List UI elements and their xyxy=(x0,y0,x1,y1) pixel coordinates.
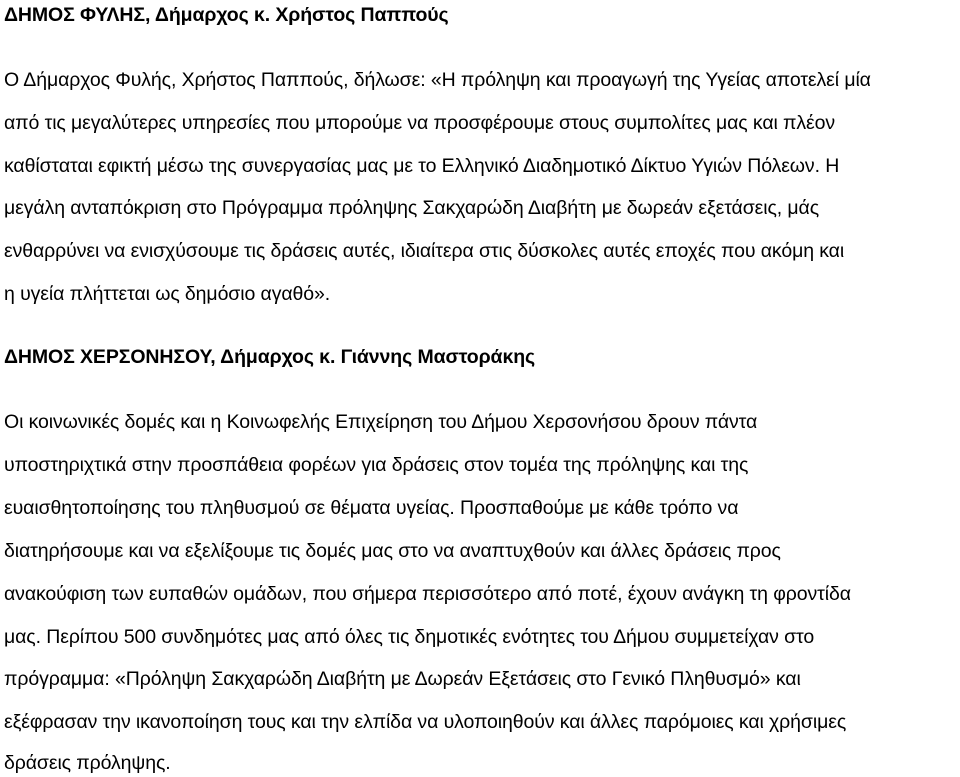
paragraph-line: εξέφρασαν την ικανοποίηση τους και την ελπίδα να υλοποιηθούν και άλλες παρόμοιες και χρήσιμες xyxy=(4,711,847,733)
section-heading-chersonisos: ΔΗΜΟΣ ΧΕΡΣΟΝΗΣΟΥ, Δήμαρχος κ. Γιάννης Μαστοράκης xyxy=(4,346,536,368)
paragraph-line: καθίσταται εφικτή μέσω της συνεργασίας μας με το Ελληνικό Διαδημοτικό Δίκτυο Υγιών Πόλεων. Η xyxy=(4,155,840,177)
paragraph-line: Ο Δήμαρχος Φυλής, Χρήστος Παππούς, δήλωσε: «Η πρόληψη και προαγωγή της Υγείας αποτελεί μία xyxy=(4,69,871,91)
paragraph-line: μεγάλη ανταπόκριση στο Πρόγραμμα πρόληψης Σακχαρώδη Διαβήτη με δωρεάν εξετάσεις, μάς xyxy=(4,197,820,219)
section-heading-fyli: ΔΗΜΟΣ ΦΥΛΗΣ, Δήμαρχος κ. Χρήστος Παππούς xyxy=(4,4,449,26)
paragraph-line: ευαισθητοποίησης του πληθυσμού σε θέματα υγείας. Προσπαθούμε με κάθε τρόπο να xyxy=(4,497,739,519)
paragraph-line: ενθαρρύνει να ενισχύσουμε τις δράσεις αυτές, ιδιαίτερα στις δύσκολες αυτές εποχές που ακόμη και xyxy=(4,240,845,262)
paragraph-line: πρόγραμμα: «Πρόληψη Σακχαρώδη Διαβήτη με Δωρεάν Εξετάσεις στο Γενικό Πληθυσμό» και xyxy=(4,668,801,690)
paragraph-line: από τις μεγαλύτερες υπηρεσίες που μπορούμε να προσφέρουμε στους συμπολίτες μας και πλέον xyxy=(4,112,836,134)
paragraph-line: διατηρήσουμε και να εξελίξουμε τις δομές μας στο να αναπτυχθούν και άλλες δράσεις προς xyxy=(4,540,781,562)
paragraph-line: η υγεία πλήττεται ως δημόσιο αγαθό». xyxy=(4,283,331,305)
paragraph-line: υποστηριχτικά στην προσπάθεια φορέων για δράσεις στον τομέα της πρόληψης και της xyxy=(4,454,749,476)
paragraph-line: ανακούφιση των ευπαθών ομάδων, που σήμερα περισσότερο από ποτέ, έχουν ανάγκη τη φροντίδα xyxy=(4,583,851,605)
paragraph-line: μας. Περίπου 500 συνδημότες μας από όλες τις δημοτικές ενότητες του Δήμου συμμετείχαν στο xyxy=(4,626,815,648)
paragraph-line: Οι κοινωνικές δομές και η Κοινωφελής Επιχείρηση του Δήμου Χερσονήσου δρουν πάντα xyxy=(4,411,758,433)
paragraph-line: δράσεις πρόληψης. xyxy=(4,752,171,774)
